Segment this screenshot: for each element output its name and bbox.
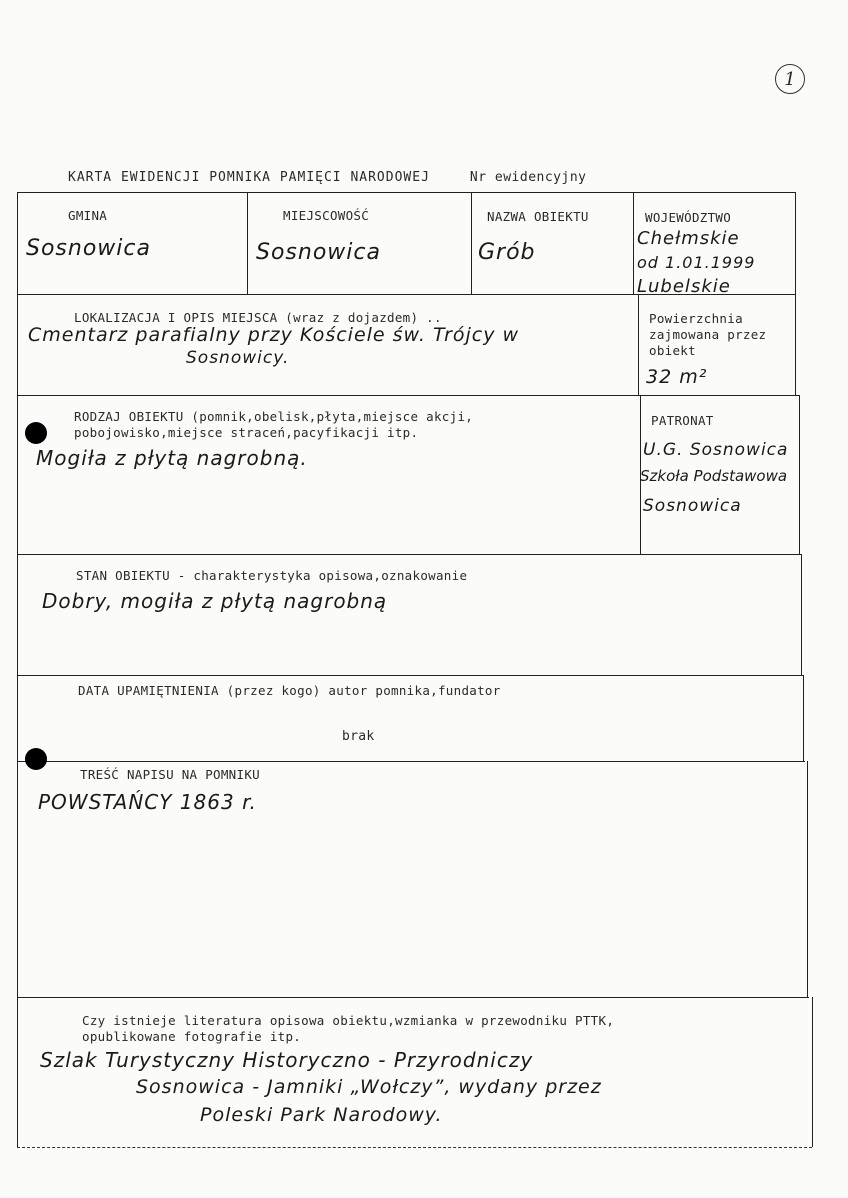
form-title [68,170,768,185]
page-number: 1 [784,68,796,90]
data-upamietnienia-label: DATA UPAMIĘTNIENIA (przez kogo) autor pomnika,fundator [78,683,501,698]
powierzchnia-value: 32 m² [646,366,708,388]
punch-hole-top [25,422,47,444]
miejscowosc-value: Sosnowica [256,240,381,265]
powierzchnia-label-3: obiekt [649,343,696,358]
stan-obiektu-value: Dobry, mogiła z płytą nagrobną [42,589,388,613]
miejscowosc-label: MIEJSCOWOŚĆ [283,208,370,223]
rule-row6-bottom [17,997,809,998]
rule-row3-bottom [17,554,801,555]
nazwa-obiektu-value: Grób [478,240,536,265]
wojewodztwo-value-1: Chełmskie [637,228,740,249]
stan-obiektu-label: STAN OBIEKTU - charakterystyka opisowa,oznakowanie [76,568,468,583]
rule-col3 [633,192,634,294]
nr-ewidencyjny-label: Nr ewidencyjny [469,170,587,185]
tresc-napisu-label: TREŚĆ NAPISU NA POMNIKU [80,767,260,782]
nazwa-obiektu-label: NAZWA OBIEKTU [487,209,589,224]
powierzchnia-label-2: zajmowana przez [649,327,767,342]
rodzaj-obiektu-label-1: RODZAJ OBIEKTU (pomnik,obelisk,płyta,miejsce akcji, [74,409,474,424]
wojewodztwo-label: WOJEWÓDZTWO [645,210,732,225]
lokalizacja-label: LOKALIZACJA I OPIS MIEJSCA (wraz z dojazdem) .. [74,310,442,325]
literatura-label-1: Czy istnieje literatura opisowa obiektu,wzmianka w przewodniku PTTK, [82,1013,615,1028]
rule-right-2 [799,395,800,554]
tresc-napisu-value: POWSTAŃCY 1863 r. [38,790,257,814]
page-number-circle [775,64,805,94]
rule-col2 [471,192,472,294]
wojewodztwo-value-2: od 1.01.1999 [637,253,756,272]
literatura-value-1: Szlak Turystyczny Historyczno - Przyrodniczy [40,1048,534,1072]
rule-col1 [247,192,248,294]
gmina-label: GMINA [68,208,108,223]
rule-right-5 [807,761,808,997]
lokalizacja-value-1: Cmentarz parafialny przy Kościele św. Trójcy w [28,324,520,346]
rule-bottom [17,1147,812,1148]
rule-row4-bottom [17,675,803,676]
rule-right-1 [795,192,796,395]
patronat-label: PATRONAT [651,413,714,428]
rule-right-4 [803,675,804,761]
wojewodztwo-value-3: Lubelskie [637,276,731,297]
rule-row5-bottom [17,761,805,762]
patronat-value-3: Sosnowica [643,496,742,516]
rule-left [17,192,18,1147]
literatura-label-2: opublikowane fotografie itp. [82,1029,302,1044]
punch-hole-bottom [25,748,47,770]
patronat-value-2: Szkoła Podstawowa [640,467,788,485]
lokalizacja-value-2: Sosnowicy. [186,348,290,368]
rule-col-side-2 [638,294,639,395]
patronat-value-1: U.G. Sosnowica [643,440,789,460]
rodzaj-obiektu-label-2: pobojowisko,miejsce straceń,pacyfikacji itp. [74,425,419,440]
powierzchnia-label-1: Powierzchnia [649,311,743,326]
rule-top [17,192,795,193]
gmina-value: Sosnowica [26,236,151,261]
rodzaj-obiektu-value: Mogiła z płytą nagrobną. [36,446,308,470]
rule-right-6 [812,997,813,1147]
literatura-value-2: Sosnowica - Jamniki „Wołczy”, wydany przez [136,1076,602,1098]
rule-right-3 [801,554,802,675]
rule-row2-bottom [17,395,799,396]
form-title-text: KARTA EWIDENCJI POMNIKA PAMIĘCI NARODOWEJ [68,170,430,185]
literatura-value-3: Poleski Park Narodowy. [200,1104,443,1126]
data-upamietnienia-value: brak [342,729,375,744]
